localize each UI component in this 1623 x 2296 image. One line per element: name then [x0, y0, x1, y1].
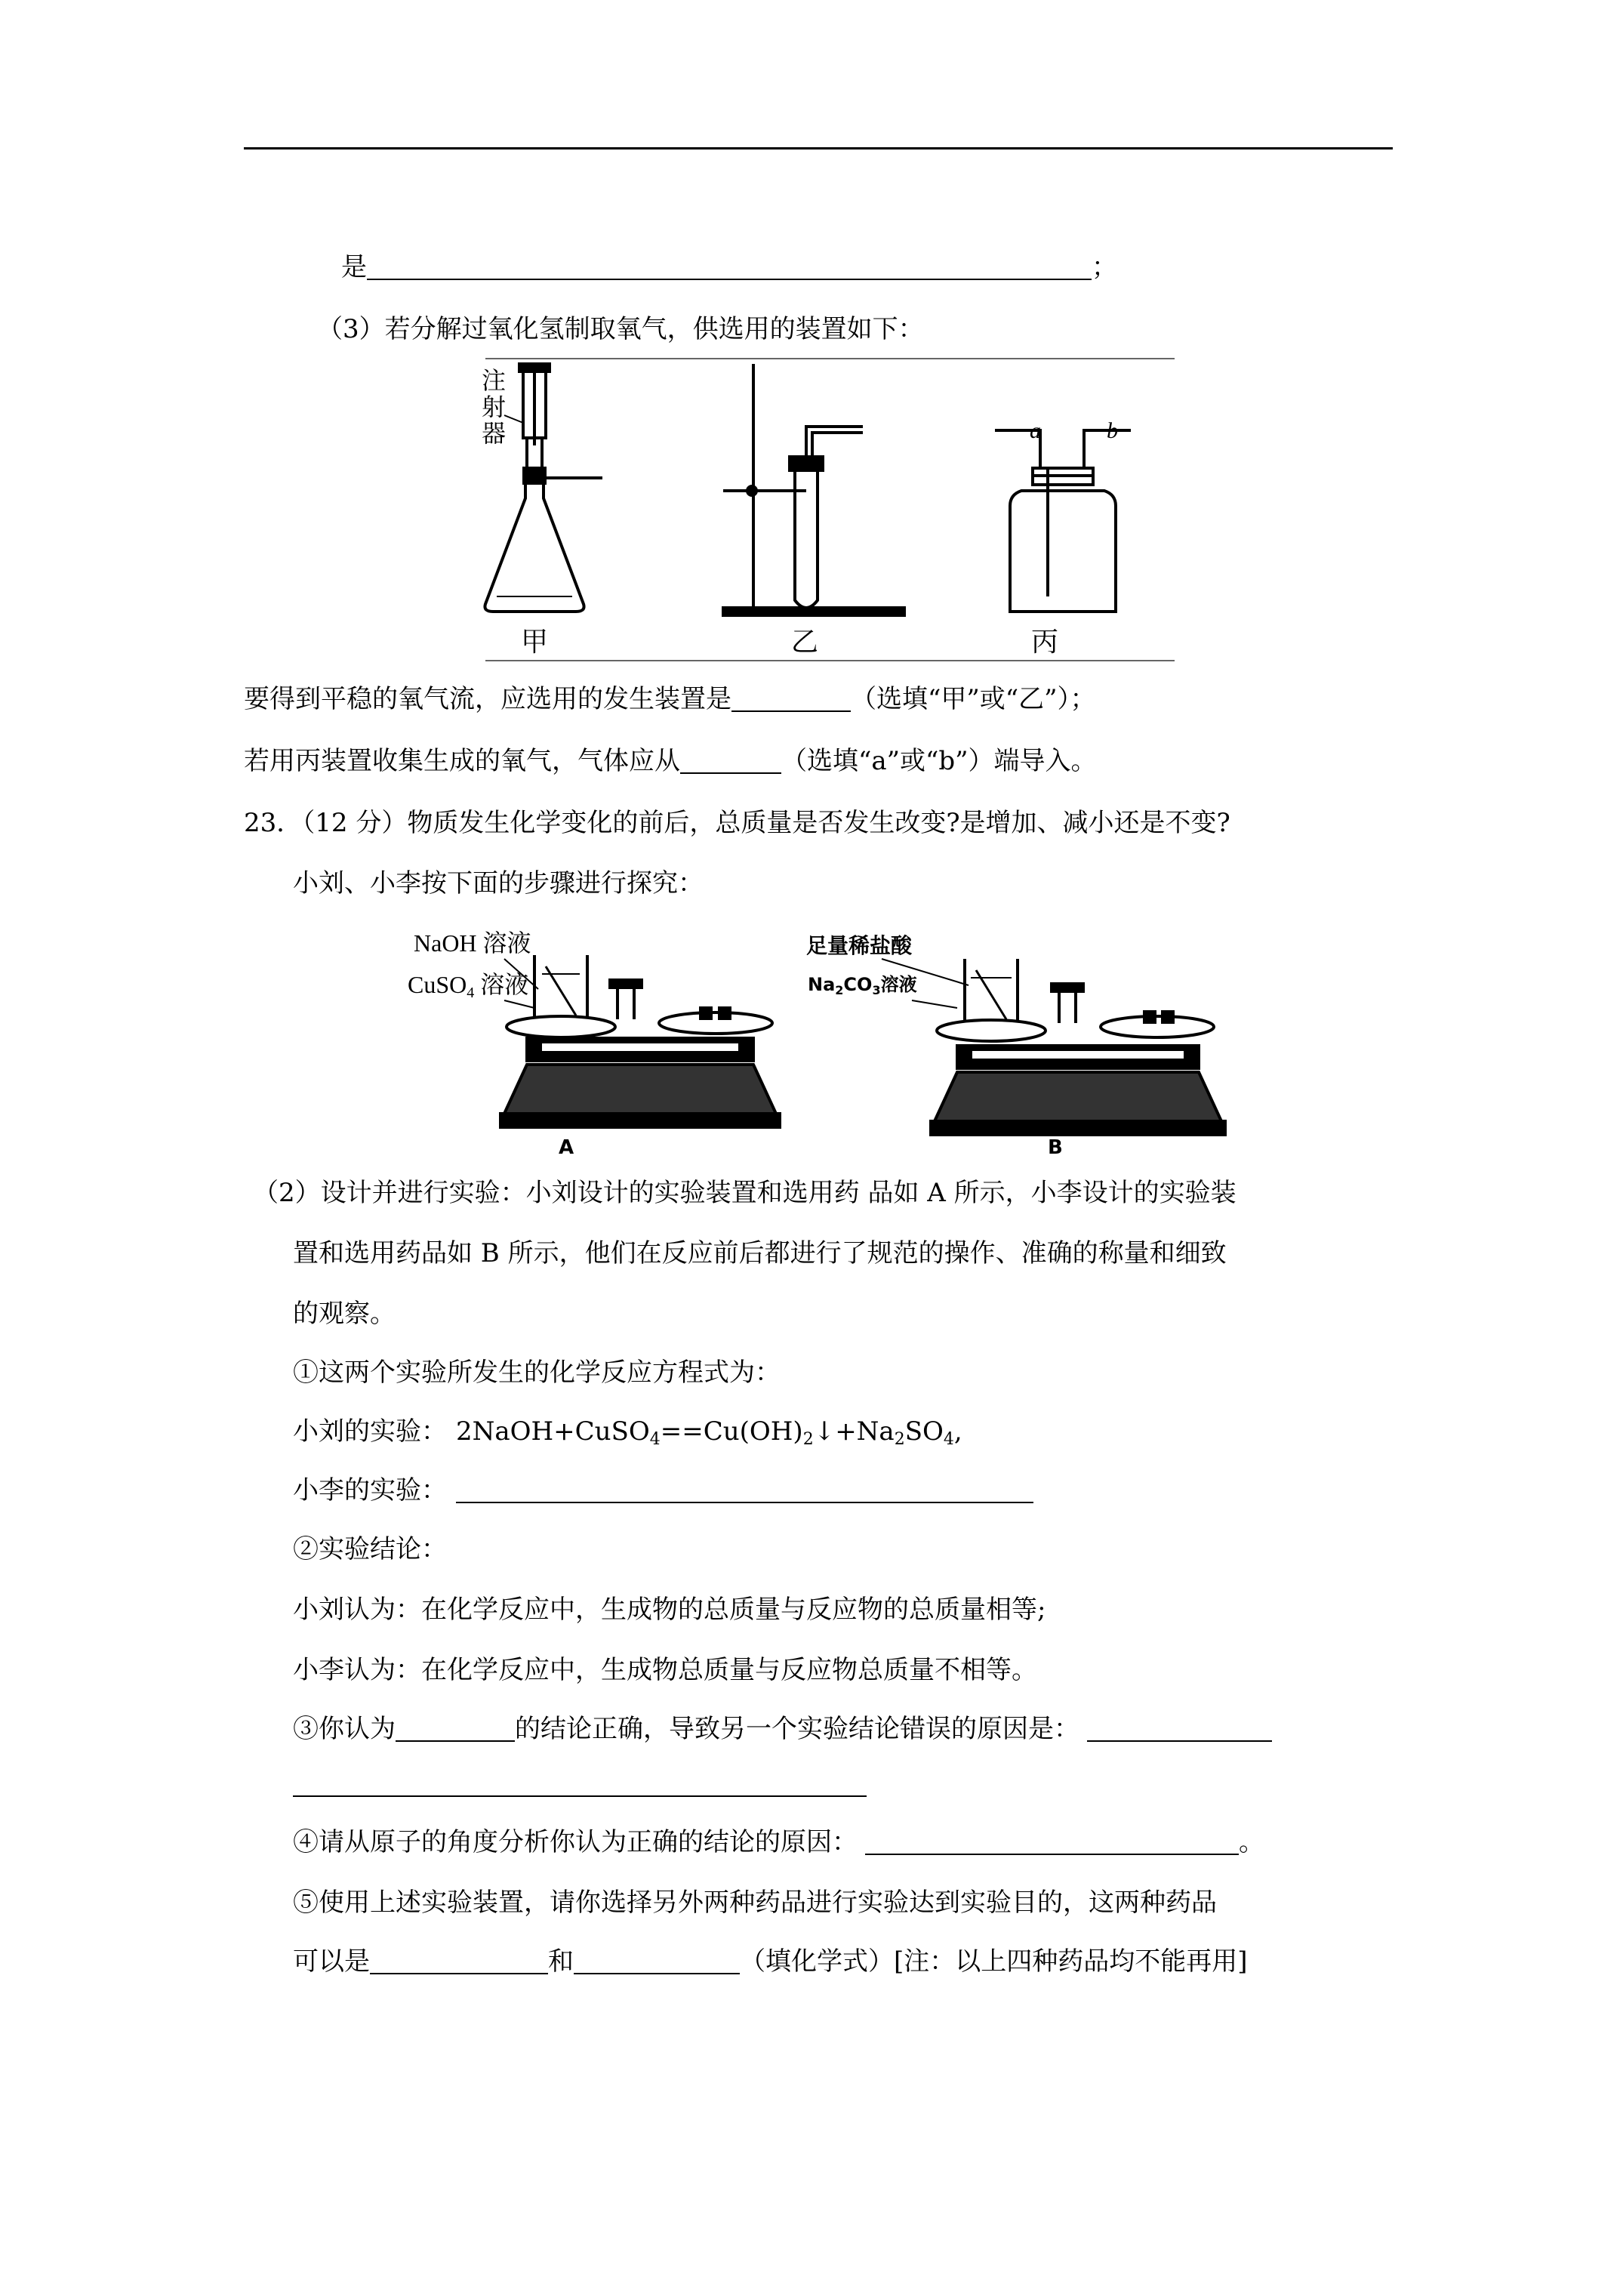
q22-part3: （3）若分解过氧化氢制取氧气，供选用的装置如下： [317, 314, 924, 344]
answer-blank-1[interactable] [367, 253, 1092, 280]
answer-blank-generator[interactable] [731, 685, 851, 712]
q23-li-equation: 小李的实验： [293, 1474, 1033, 1507]
q23-step5-line1: ⑤使用上述实验装置，请你选择另外两种药品进行实验达到实验目的，这两种药品 [293, 1888, 1217, 1918]
port-b-label: b [1107, 418, 1118, 443]
answer-blank-error-reason-cont[interactable] [293, 1795, 867, 1797]
syringe-label-1: 注 [482, 366, 507, 395]
syringe-label-3: 器 [482, 419, 507, 448]
answer-blank-error-reason[interactable] [1087, 1715, 1272, 1742]
q23-liu-equation: 小刘的实验： $2NaOH+CuSO_4==Cu(OH)_2↓+Na_2SO_4$, [293, 1416, 962, 1449]
balance-svg [353, 914, 1229, 1163]
balance-b [882, 959, 1225, 1135]
q23-step5-line2: 可以是 和 （填化学式）[注：以上四种药品均不能再用] [293, 1946, 1248, 1977]
q23-p2-line1: （2）设计并进行实验：小刘设计的实验装置和选用药 品如 A 所示，小李设计的实验装 [253, 1178, 1236, 1208]
q22-generator-line: 要得到平稳的氧气流，应选用的发生装置是 （选填“甲”或“乙”）； [244, 684, 1096, 714]
apparatus-bing [995, 430, 1131, 612]
answer-blank-atomic-reason[interactable] [865, 1828, 1239, 1855]
syringe-label-2: 射 [482, 393, 507, 421]
header-rule [244, 147, 1393, 149]
q23-p2-line3: 的观察。 [293, 1299, 396, 1329]
answer-blank-li-equation[interactable] [456, 1476, 1033, 1503]
balance-a [500, 955, 780, 1127]
q23-step4: ④请从原子的角度分析你认为正确的结论的原因： 。 [293, 1827, 1264, 1857]
q22-line1: 是 ； [341, 252, 1117, 282]
apparatus-svg [451, 355, 1179, 664]
q23-step1: ①这两个实验所发生的化学反应方程式为： [293, 1358, 781, 1388]
answer-blank-correct-student[interactable] [396, 1715, 515, 1742]
figA-label-cuso4: CuSO4 溶液 [408, 971, 529, 1001]
caption-b: B [1048, 1136, 1063, 1159]
figA-label-naoh: NaOH 溶液 [414, 929, 531, 957]
label-bing: 丙 [1031, 627, 1059, 658]
q23-step2: ②实验结论： [293, 1534, 447, 1564]
q23-p2-line2: 置和选用药品如 B 所示，他们在反应前后都进行了规范的操作、准确的称量和细致 [293, 1238, 1227, 1268]
apparatus-yi [723, 364, 904, 615]
caption-a: A [559, 1136, 574, 1159]
apparatus-figure [451, 355, 1179, 664]
q23-li-conclusion: 小李认为：在化学反应中，生成物总质量与反应物总质量不相等。 [293, 1655, 1037, 1685]
answer-blank-reagent-2[interactable] [574, 1947, 740, 1974]
port-a-label: a [1030, 418, 1041, 443]
q23-liu-conclusion: 小刘认为：在化学反应中，生成物的总质量与反应物的总质量相等; [293, 1595, 1046, 1625]
answer-blank-collector[interactable] [680, 747, 781, 774]
label-yi: 乙 [791, 627, 819, 658]
q23-step3: ③你认为 的结论正确，导致另一个实验结论错误的原因是： [293, 1712, 1272, 1746]
figB-label-na2co3: $Na_2CO_3$溶液 [808, 974, 917, 997]
q23-header: 23．（12 分）物质发生化学变化的前后，总质量是否发生改变?是增加、减小还是不变? [244, 808, 1230, 838]
balance-figure [353, 914, 1229, 1163]
label-jia: 甲 [521, 627, 549, 658]
figB-label-hcl: 足量稀盐酸 [806, 933, 913, 958]
answer-blank-reagent-1[interactable] [370, 1947, 548, 1974]
q22-collector-line: 若用丙装置收集生成的氧气，气体应从 （选填“a”或“b”）端导入。 [244, 746, 1097, 776]
q23-intro: 小刘、小李按下面的步骤进行探究： [293, 868, 704, 898]
